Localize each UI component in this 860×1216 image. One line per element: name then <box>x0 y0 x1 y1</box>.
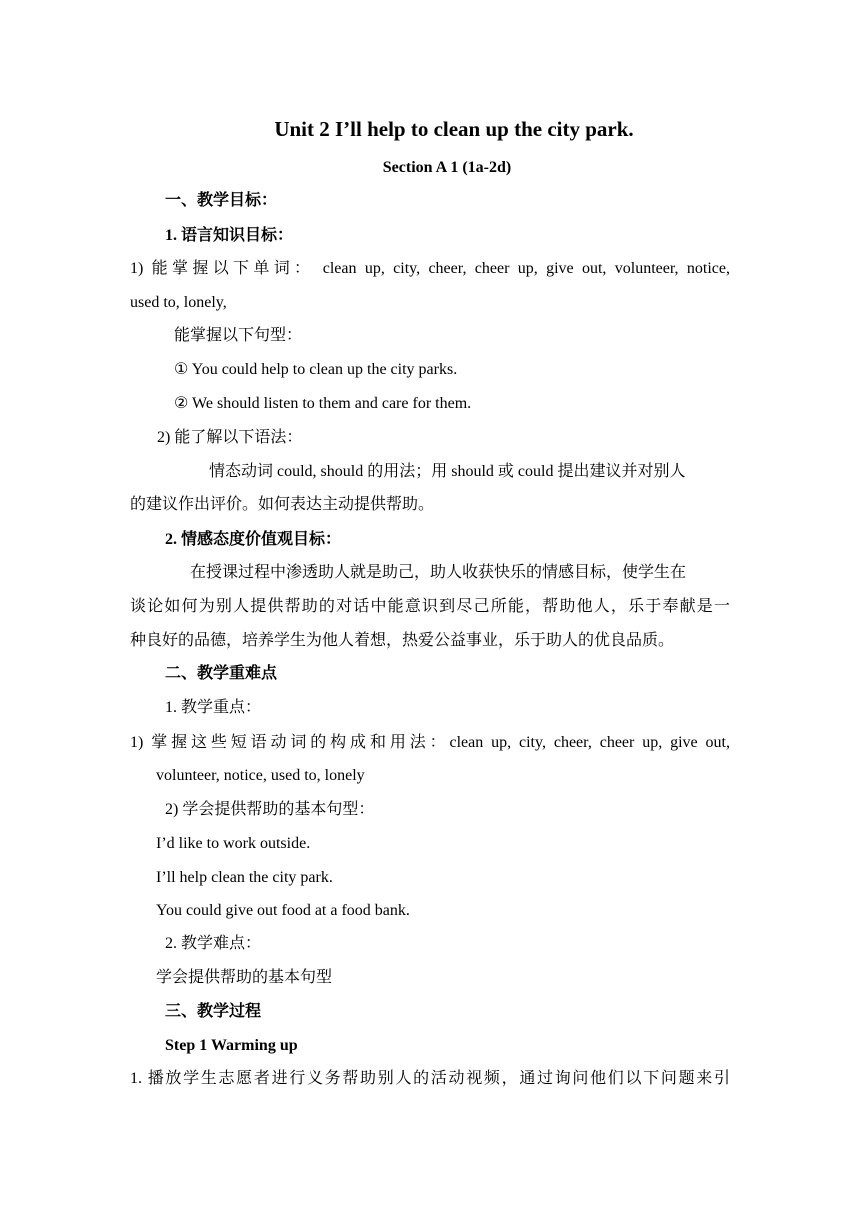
language-knowledge-goal-heading: 1. 语言知识目标： <box>165 227 294 244</box>
difficult-points-text: 学会提供帮助的基本句型 <box>156 969 333 986</box>
teaching-process-heading: 三、教学过程 <box>165 1003 262 1020</box>
sentence-patterns-heading: 能掌握以下句型： <box>174 327 303 344</box>
sentence-pattern-2: ② We should listen to them and care for them. <box>174 395 472 412</box>
page-title: Unit 2 I’ll help to clean up the city park. <box>274 117 634 141</box>
key-item-2-heading: 2) 学会提供帮助的基本句型： <box>165 801 375 818</box>
key-sentence-3: You could give out food at a food bank. <box>156 902 410 919</box>
key-difficult-points-heading: 二、教学重难点 <box>165 665 278 682</box>
vocabulary-line-1: 1) 能掌握以下单词： clean up, city, cheer, cheer up, give out, volunteer, notice, <box>130 260 730 277</box>
grammar-line-2: 的建议作出评价。如何表达主动提供帮助。 <box>130 496 435 513</box>
emotion-goal-heading: 2. 情感态度价值观目标： <box>165 531 342 548</box>
key-points-heading: 1. 教学重点： <box>165 699 262 716</box>
key-sentence-1: I’d like to work outside. <box>156 835 311 852</box>
step-1-heading: Step 1 Warming up <box>165 1037 298 1054</box>
grammar-heading: 2) 能了解以下语法： <box>157 429 303 446</box>
difficult-points-heading: 2. 教学难点： <box>165 935 262 952</box>
vocabulary-line-2: used to, lonely, <box>130 294 227 311</box>
section-subtitle: Section A 1 (1a-2d) <box>382 159 512 176</box>
key-sentence-2: I’ll help clean the city park. <box>156 869 333 886</box>
emotion-goal-line-1: 在授课过程中渗透助人就是助己，助人收获快乐的情感目标，使学生在 <box>190 564 687 581</box>
key-item-1-line-2: volunteer, notice, used to, lonely <box>156 767 365 784</box>
step-1-item-1: 1. 播放学生志愿者进行义务帮助别人的活动视频，通过询问他们以下问题来引 <box>130 1070 730 1087</box>
emotion-goal-line-3: 种良好的品德，培养学生为他人着想，热爱公益事业，乐于助人的优良品质。 <box>130 632 675 649</box>
grammar-line-1: 情态动词 could, should 的用法；用 should 或 could 提出建议并对别人 <box>209 463 686 480</box>
key-item-1-line-1: 1) 掌握这些短语动词的构成和用法：clean up, city, cheer, cheer up, give out, <box>130 734 730 751</box>
teaching-goals-heading: 一、教学目标： <box>165 192 278 209</box>
emotion-goal-line-2: 谈论如何为别人提供帮助的对话中能意识到尽己所能，帮助他人，乐于奉献是一 <box>130 598 730 615</box>
sentence-pattern-1: ① You could help to clean up the city parks. <box>174 361 458 378</box>
